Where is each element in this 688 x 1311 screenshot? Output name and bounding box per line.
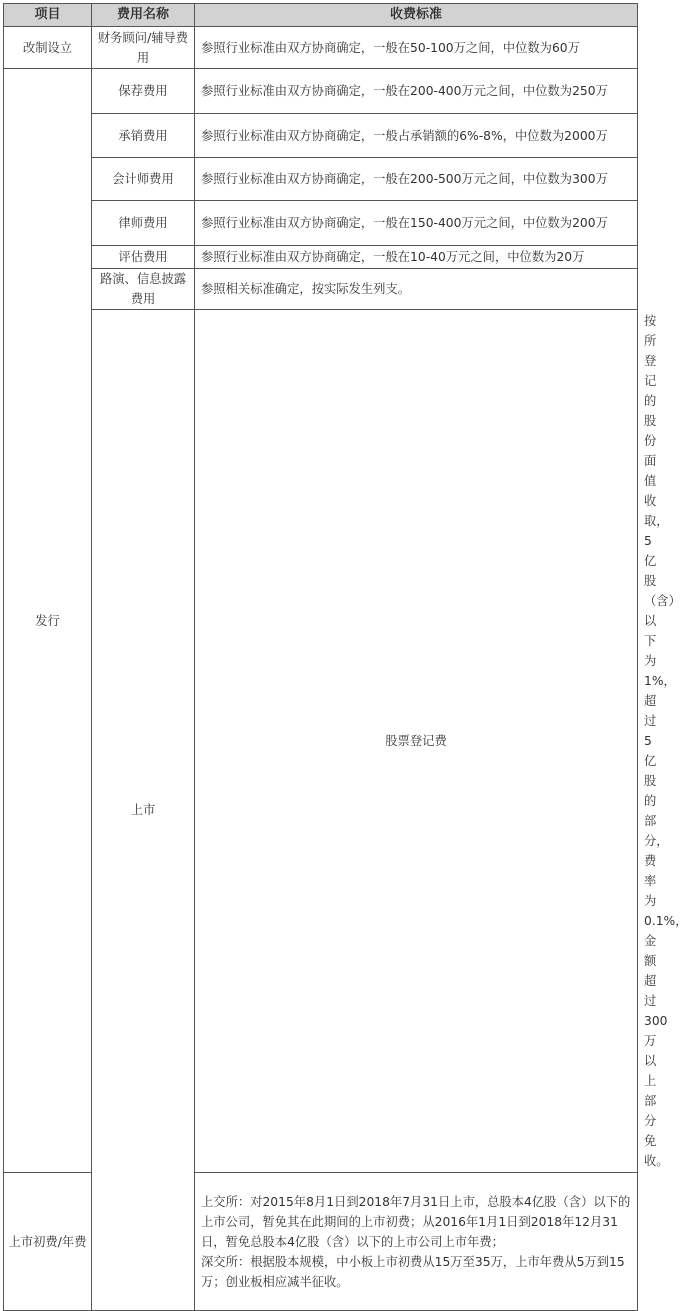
header-item: 项目 [4, 4, 92, 27]
fee-standard: 参照行业标准由双方协商确定，一般在200-500万元之间，中位数为300万 [195, 158, 638, 201]
fee-standard-szse: 深交所：根据股本规模，中小板上市初费从15万至35万，上市年费从5万到15万；创业板相应减半征收。 [201, 1254, 625, 1289]
table-row [4, 246, 638, 269]
fee-standard: 参照行业标准由双方协商确定，一般在50-100万之间，中位数为60万 [195, 27, 638, 69]
fee-name: 财务顾问/辅导费用 [92, 27, 195, 69]
header-fee-name: 费用名称 [92, 4, 195, 27]
item-listing: 上市 [92, 310, 195, 1311]
fee-standard [195, 1173, 638, 1311]
fee-table [3, 3, 688, 1311]
fee-name: 路演、信息披露费用 [92, 269, 195, 310]
fee-standard: 参照行业标准由双方协商确定，一般在200-400万元之间，中位数为250万 [195, 69, 638, 114]
fee-name: 评估费用 [92, 246, 195, 269]
fee-name: 股票登记费 [195, 310, 638, 1173]
fee-name: 承销费用 [92, 114, 195, 158]
fee-name: 保荐费用 [92, 69, 195, 114]
header-fee-standard: 收费标准 [195, 4, 638, 27]
fee-name: 上市初费/年费 [4, 1173, 92, 1311]
item-issuance: 发行 [4, 69, 92, 1173]
table-row [4, 69, 638, 114]
table-row: 上市 股票登记费 按所登记的股份面值收取，5亿股（含）以下为1%，超过5亿股的部分，费率为0.1%，金额超过300万以上部分免收。 [4, 310, 638, 1173]
fee-name: 会计师费用 [92, 158, 195, 201]
fee-standard: 参照相关标准确定，按实际发生列支。 [195, 269, 638, 310]
table-row [4, 27, 638, 69]
table-row [4, 158, 638, 201]
table-row [4, 269, 638, 310]
fee-standard: 参照行业标准由双方协商确定，一般在150-400万元之间，中位数为200万 [195, 201, 638, 246]
fee-name: 律师费用 [92, 201, 195, 246]
table-header-row [4, 4, 638, 27]
item-setup: 改制设立 [4, 27, 92, 69]
fee-standard: 参照行业标准由双方协商确定，一般占承销额的6%-8%，中位数为2000万 [195, 114, 638, 158]
table-row [4, 201, 638, 246]
fee-standard-sse: 上交所：对2015年8月1日到2018年7月31日上市，总股本4亿股（含）以下的上市公司，暂免其在此期间的上市初费；从2016年1月1日到2018年12月31日，暂免总股本4亿股（含）以下的上市公司上市年费； [201, 1194, 631, 1249]
table-row [4, 114, 638, 158]
fee-standard: 参照行业标准由双方协商确定，一般在10-40万元之间，中位数为20万 [195, 246, 638, 269]
